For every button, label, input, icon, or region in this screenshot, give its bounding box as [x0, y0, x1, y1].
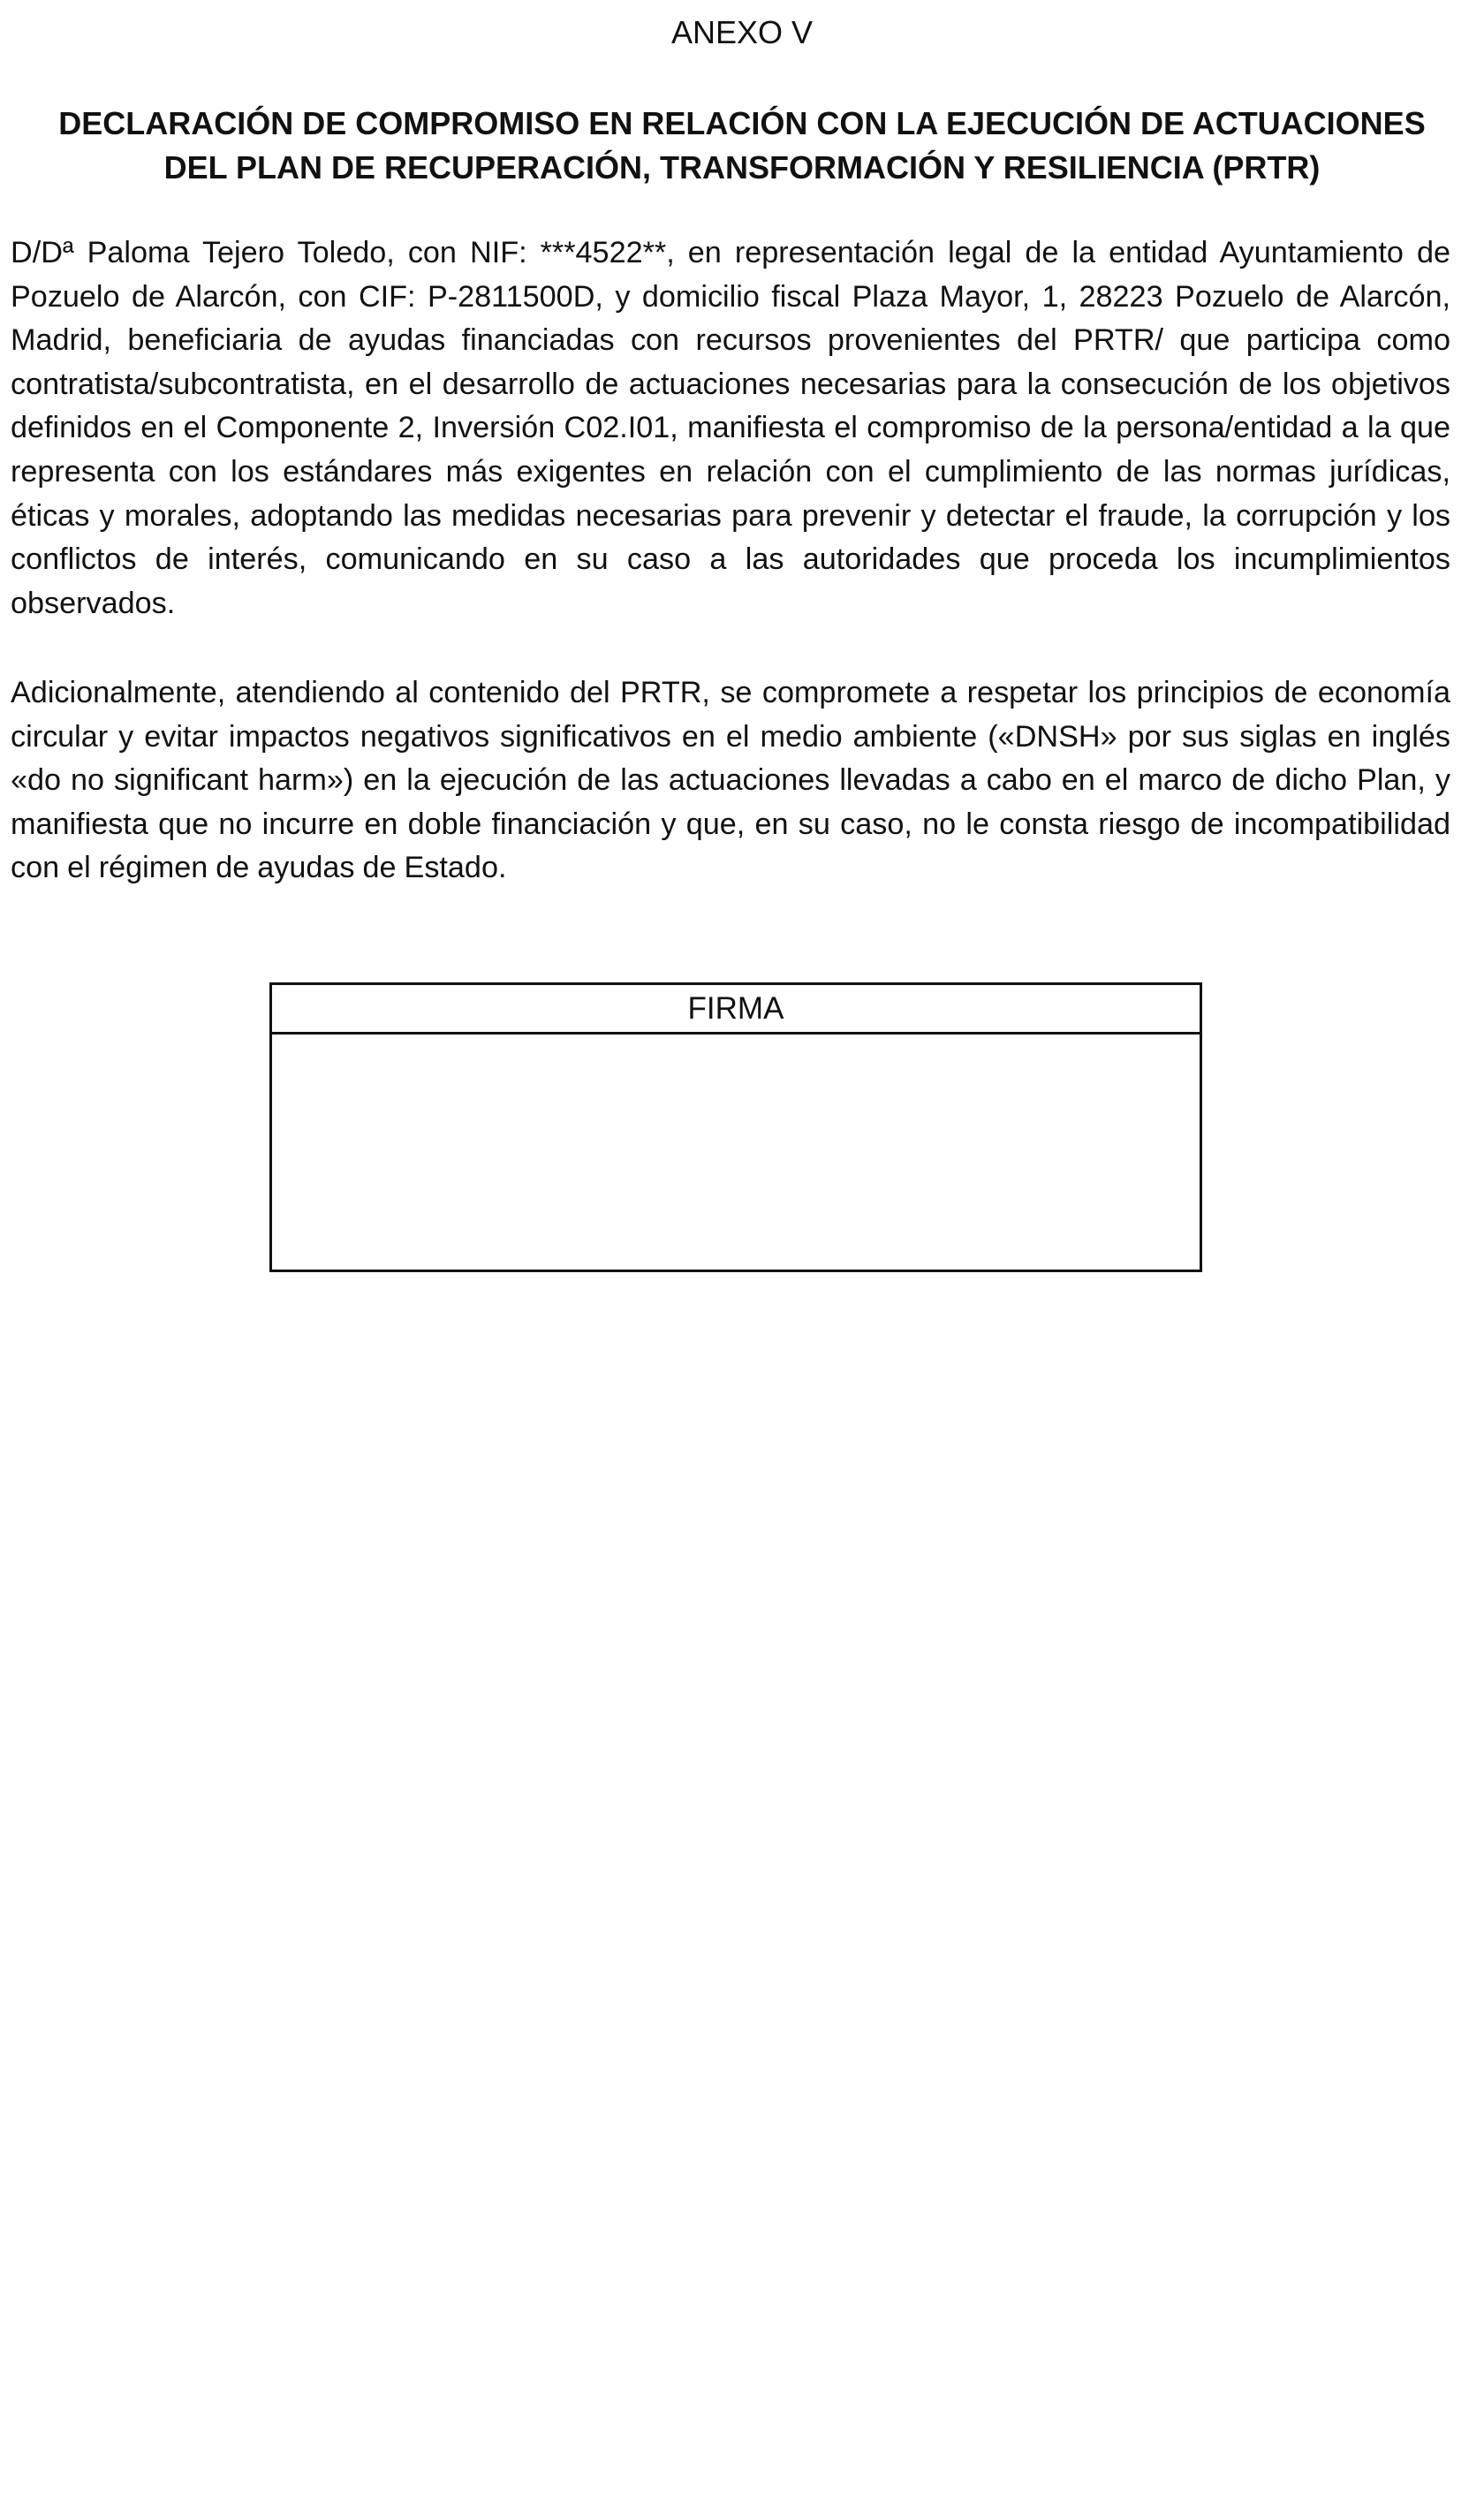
signature-label: FIRMA [272, 985, 1200, 1035]
declaration-paragraph-2: Adicionalmente, atendiendo al contenido del PRTR, se compromete a respetar los principios de economía circular y evitar impactos negativos significativos en el medio ambiente («DNSH» por sus siglas en inglés «do no significant harm») en la ejecución de las actuaciones llevadas a cabo en el marco de dicho Plan, y manifiesta que no incurre en doble financiación y que, en su caso, no le consta riesgo de incompatibilidad con el régimen de ayudas de Estado. [11, 676, 1450, 885]
declaration-title-line-2: DEL PLAN DE RECUPERACIÓN, TRANSFORMACIÓN Y RESILIENCIA (PRTR) [163, 149, 1321, 186]
declaration-title-line-1: DECLARACIÓN DE COMPROMISO EN RELACIÓN CON LA EJECUCIÓN DE ACTUACIONES [58, 105, 1426, 141]
signature-area [272, 1035, 1200, 1270]
annex-label: ANEXO V [670, 14, 814, 50]
declaration-title [0, 102, 1484, 190]
declaration-paragraph-1: D/Dª Paloma Tejero Toledo, con NIF: ***4522**, en representación legal de la entidad Ayuntamiento de Pozuelo de Alarcón, con CIF: P-2811500D, y domicilio fiscal Plaza Mayor, 1, 28223 Pozuelo de Alarcón, Madrid, beneficiaria de ayudas financiadas con recursos provenientes del PRTR/ que participa como contratista/subcontratista, en el desarrollo de actuaciones necesarias para la consecución de los objetivos definidos en el Componente 2, Inversión C02.I01, manifiesta el compromiso de la persona/entidad a la que representa con los estándares más exigentes en relación con el cumplimiento de las normas jurídicas, éticas y morales, adoptando las medidas necesarias para prevenir y detectar el fraude, la corrupción y los conflictos de interés, comunicando en su caso a las autoridades que proceda los incumplimientos observados. [11, 236, 1450, 620]
signature-box [269, 982, 1202, 1272]
